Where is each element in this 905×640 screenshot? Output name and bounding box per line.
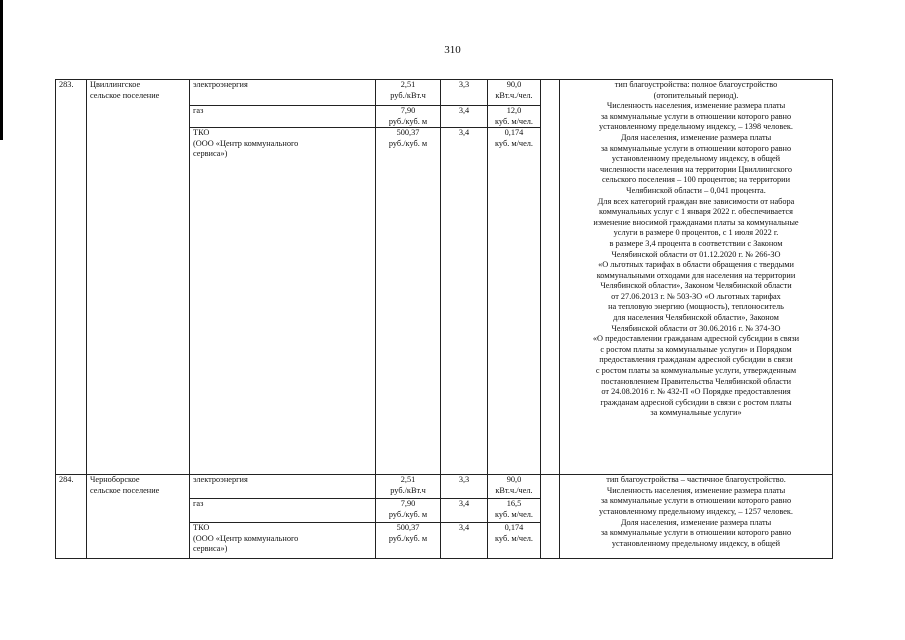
description-cell: тип благоустройства: полное благоустройство (отопительный период). Численность населения, изменение размера платы за коммунальные услуги в отношении которого равно установленному предельному индексу, – 1398 человек. Доля населения, изменение размера платы за коммунальные услуги в отношении которого равно установленному предельному индексу, в общей численности населения на территории Цвиллингского сельского поселения – 100 процентов; на территории Челябинской области – 0,041 процента. Для всех категорий граждан вне зависимости от набора коммунальных услуг с 1 января 2022 г. обеспечивается изменение вносимой гражданами платы за коммунальные услуги в размере 0 процентов, с 1 июля 2022 г. в размере 3,4 процента в соответствии с Законом Челябинской области от 01.12.2020 г. № 266-ЗО «О льготных тарифах в области обращения с твердыми коммунальными отходами для населения на территории Челябинской области», Законом Челябинской области от 27.06.2013 г. № 503-ЗО «О льготных тарифах на тепловую энергию (мощность), теплоноситель для населения Челябинской области», Законом Челябинской области от 30.06.2016 г. № 374-ЗО «О предоставлении гражданам адресной субсидии в связи с ростом платы за коммунальные услуги» и Порядком предоставления гражданам адресной субсидии в связи с ростом платы за коммунальные услуги, утвержденным постановлением Правительства Челябинской области от 24.08.2016 г. № 432-П «О Порядке предоставления гражданам адресной субсидии в связи с ростом платы за коммунальные услуги»: [560, 80, 833, 475]
tariff-value: 2,51 руб./кВт.ч: [376, 80, 441, 106]
norm-value: 16,5 куб. м/чел.: [488, 499, 541, 523]
row-number: 284.: [56, 475, 87, 559]
service-name: электроэнергия: [190, 80, 376, 106]
tariff-value: 500,37 руб./куб. м: [376, 128, 441, 475]
percent-value: 3,3: [441, 80, 488, 106]
row-number: 283.: [56, 80, 87, 475]
tariff-table: [55, 79, 833, 559]
tariff-value: 2,51 руб./кВт.ч: [376, 475, 441, 499]
service-name: электроэнергия: [190, 475, 376, 499]
service-name: ТКО (ООО «Центр коммунального сервиса»): [190, 523, 376, 559]
service-name: газ: [190, 106, 376, 128]
norm-value: 0,174 куб. м/чел.: [488, 523, 541, 559]
service-name: ТКО (ООО «Центр коммунального сервиса»): [190, 128, 376, 475]
tariff-value: 7,90 руб./куб. м: [376, 106, 441, 128]
norm-value: 90,0 кВт.ч./чел.: [488, 80, 541, 106]
settlement-name: Цвиллингское сельское поселение: [87, 80, 190, 475]
percent-value: 3,4: [441, 128, 488, 475]
norm-value: 0,174 куб. м/чел.: [488, 128, 541, 475]
service-name: газ: [190, 499, 376, 523]
scan-edge-mark: [0, 0, 3, 140]
percent-value: 3,4: [441, 106, 488, 128]
norm-value: 12,0 куб. м/чел.: [488, 106, 541, 128]
table-row: [56, 80, 833, 106]
column-gap: [541, 475, 560, 559]
table-row: [56, 475, 833, 499]
column-gap: [541, 80, 560, 475]
tariff-value: 7,90 руб./куб. м: [376, 499, 441, 523]
settlement-name: Черноборское сельское поселение: [87, 475, 190, 559]
tariff-value: 500,37 руб./куб. м: [376, 523, 441, 559]
description-cell: тип благоустройства – частичное благоустройство. Численность населения, изменение размера платы за коммунальные услуги в отношении которого равно установленному предельному индексу, – 1257 человек. Доля населения, изменение размера платы за коммунальные услуги в отношении которого равно установленному предельному индексу, в общей: [560, 475, 833, 559]
percent-value: 3,4: [441, 523, 488, 559]
page-number: 310: [444, 44, 461, 56]
percent-value: 3,4: [441, 499, 488, 523]
percent-value: 3,3: [441, 475, 488, 499]
norm-value: 90,0 кВт.ч./чел.: [488, 475, 541, 499]
